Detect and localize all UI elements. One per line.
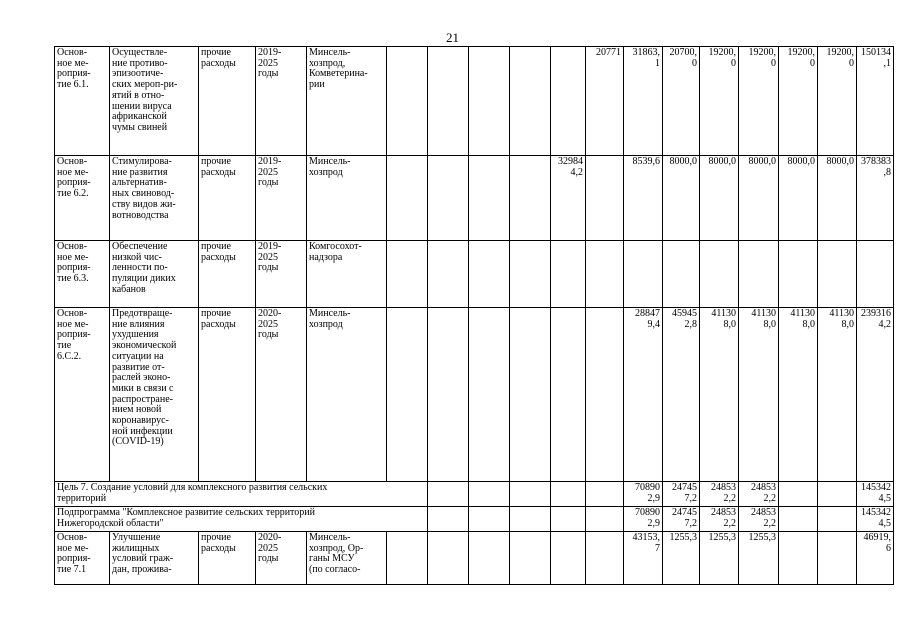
value-cell-text: 20771 bbox=[596, 47, 621, 58]
value-cell bbox=[551, 482, 586, 507]
value-cell bbox=[387, 241, 428, 308]
value-cell-text: 19200, 0 bbox=[826, 47, 854, 69]
value-cell bbox=[779, 241, 818, 308]
value-cell bbox=[586, 241, 624, 308]
value-cell bbox=[818, 482, 857, 507]
executor-cell-text: Комгосохот- надзора bbox=[309, 241, 362, 263]
value-cell-text: 1255,3 bbox=[669, 532, 697, 543]
value-cell bbox=[818, 507, 857, 532]
value-cell bbox=[510, 241, 551, 308]
page-number: 21 bbox=[446, 30, 459, 45]
value-cell bbox=[551, 241, 586, 308]
value-cell-text: 43153, 7 bbox=[632, 532, 660, 554]
value-cell bbox=[624, 241, 663, 308]
value-cell-text: 19200, 0 bbox=[748, 47, 776, 69]
value-cell bbox=[857, 532, 894, 585]
value-cell bbox=[779, 156, 818, 241]
value-cell bbox=[387, 308, 428, 482]
executor-cell bbox=[307, 532, 387, 585]
value-cell-text: 41130 8,0 bbox=[751, 308, 776, 330]
value-cell bbox=[551, 532, 586, 585]
value-cell bbox=[779, 507, 818, 532]
years-cell-text: 2020- 2025 годы bbox=[258, 532, 282, 565]
value-cell bbox=[469, 156, 510, 241]
value-cell bbox=[818, 308, 857, 482]
value-cell-text: 378383 ,8 bbox=[861, 156, 891, 178]
value-cell bbox=[551, 156, 586, 241]
event-code-cell bbox=[55, 308, 110, 482]
expense-type-cell bbox=[199, 156, 256, 241]
event-description-cell bbox=[110, 47, 199, 156]
value-cell bbox=[551, 47, 586, 156]
executor-cell-text: Минсель- хозпрод bbox=[309, 156, 351, 178]
executor-cell bbox=[307, 156, 387, 241]
expense-type-cell-text: прочие расходы bbox=[201, 532, 236, 554]
event-description-cell bbox=[110, 308, 199, 482]
value-cell bbox=[857, 308, 894, 482]
expense-type-cell bbox=[199, 532, 256, 585]
value-cell-text: 24745 7,2 bbox=[672, 482, 697, 504]
value-cell bbox=[857, 507, 894, 532]
event-description-cell-text: Осуществле- ние противо- эпизоотиче- ских мероп-ри- ятий в отно- шении вируса африканской чумы свиней bbox=[112, 47, 178, 133]
value-cell bbox=[857, 47, 894, 156]
value-cell bbox=[857, 156, 894, 241]
years-cell-text: 2020- 2025 годы bbox=[258, 308, 282, 341]
event-code-cell bbox=[55, 532, 110, 585]
value-cell-text: 1255,3 bbox=[748, 532, 776, 543]
expense-type-cell-text: прочие расходы bbox=[201, 47, 236, 69]
value-cell-text: 70890 2,9 bbox=[635, 482, 660, 504]
expense-type-cell-text: прочие расходы bbox=[201, 156, 236, 178]
value-cell bbox=[739, 507, 779, 532]
event-description-cell-text: Стимулирова- ние развития альтернатив- ных свиновод- ству видов жи- вотноводства bbox=[112, 156, 176, 221]
event-row bbox=[55, 156, 894, 241]
value-cell bbox=[469, 308, 510, 482]
executor-cell-text: Минсель- хозпрод, Ор- ганы МСУ (по согласо- bbox=[309, 532, 364, 576]
value-cell bbox=[700, 241, 739, 308]
years-cell bbox=[256, 532, 307, 585]
value-cell bbox=[551, 308, 586, 482]
event-row bbox=[55, 308, 894, 482]
value-cell bbox=[818, 156, 857, 241]
value-cell bbox=[586, 47, 624, 156]
value-cell bbox=[739, 532, 779, 585]
value-cell bbox=[624, 507, 663, 532]
value-cell-text: 1255,3 bbox=[708, 532, 736, 543]
value-cell bbox=[428, 532, 469, 585]
goal-label-cell bbox=[55, 507, 428, 532]
event-description-cell bbox=[110, 241, 199, 308]
value-cell-text: 41130 8,0 bbox=[711, 308, 736, 330]
value-cell bbox=[779, 47, 818, 156]
value-cell-text: 8000,0 bbox=[787, 156, 815, 167]
value-cell bbox=[469, 241, 510, 308]
value-cell-text: 31863, 1 bbox=[632, 47, 660, 69]
event-row bbox=[55, 532, 894, 585]
value-cell bbox=[510, 532, 551, 585]
value-cell bbox=[779, 532, 818, 585]
value-cell-text: 145342 4,5 bbox=[861, 482, 891, 504]
value-cell-text: 8000,0 bbox=[669, 156, 697, 167]
value-cell bbox=[700, 308, 739, 482]
value-cell bbox=[739, 156, 779, 241]
value-cell bbox=[739, 482, 779, 507]
event-description-cell bbox=[110, 532, 199, 585]
value-cell bbox=[387, 156, 428, 241]
value-cell bbox=[387, 47, 428, 156]
value-cell bbox=[818, 532, 857, 585]
years-cell bbox=[256, 47, 307, 156]
value-cell bbox=[469, 532, 510, 585]
years-cell-text: 2019- 2025 годы bbox=[258, 47, 282, 80]
value-cell-text: 24853 2,2 bbox=[711, 482, 736, 504]
value-cell bbox=[663, 47, 700, 156]
value-cell bbox=[818, 47, 857, 156]
value-cell bbox=[857, 482, 894, 507]
event-row bbox=[55, 241, 894, 308]
value-cell-text: 8539,6 bbox=[632, 156, 660, 167]
value-cell-text: 24853 2,2 bbox=[751, 482, 776, 504]
value-cell-text: 46919, 6 bbox=[863, 532, 891, 554]
value-cell bbox=[663, 241, 700, 308]
value-cell bbox=[857, 241, 894, 308]
executor-cell-text: Минсель- хозпрод bbox=[309, 308, 351, 330]
value-cell bbox=[586, 156, 624, 241]
expense-type-cell-text: прочие расходы bbox=[201, 241, 236, 263]
goal-row bbox=[55, 507, 894, 532]
value-cell-text: 20700, 0 bbox=[669, 47, 697, 69]
executor-cell bbox=[307, 47, 387, 156]
value-cell-text: 41130 8,0 bbox=[829, 308, 854, 330]
value-cell-text: 45945 2,8 bbox=[672, 308, 697, 330]
value-cell bbox=[510, 482, 551, 507]
value-cell bbox=[469, 507, 510, 532]
value-cell bbox=[818, 241, 857, 308]
value-cell bbox=[510, 507, 551, 532]
value-cell bbox=[700, 532, 739, 585]
value-cell bbox=[779, 308, 818, 482]
value-cell bbox=[624, 47, 663, 156]
value-cell bbox=[428, 156, 469, 241]
value-cell-text: 32984 4,2 bbox=[558, 156, 583, 178]
value-cell bbox=[428, 241, 469, 308]
event-description-cell-text: Улучшение жилищных условий граж- дан, прожива- bbox=[112, 532, 174, 576]
value-cell-text: 28847 9,4 bbox=[635, 308, 660, 330]
event-code-cell bbox=[55, 47, 110, 156]
event-code-cell-text: Основ- ное ме- роприя- тие 6.2. bbox=[57, 156, 91, 200]
goal-label-cell-text: Цель 7. Создание условий для комплексного развития сельских территорий bbox=[57, 482, 328, 504]
executor-cell bbox=[307, 308, 387, 482]
goal-label-cell-text: Подпрограмма "Комплексное развитие сельских территорий Нижегородской области" bbox=[57, 507, 315, 529]
value-cell bbox=[739, 47, 779, 156]
value-cell bbox=[428, 308, 469, 482]
value-cell bbox=[700, 482, 739, 507]
value-cell bbox=[469, 47, 510, 156]
value-cell bbox=[700, 507, 739, 532]
event-code-cell bbox=[55, 156, 110, 241]
value-cell bbox=[663, 532, 700, 585]
value-cell bbox=[551, 507, 586, 532]
event-description-cell bbox=[110, 156, 199, 241]
value-cell bbox=[663, 507, 700, 532]
value-cell-text: 24745 7,2 bbox=[672, 507, 697, 529]
years-cell bbox=[256, 308, 307, 482]
event-code-cell-text: Основ- ное ме- роприя- тие 6.3. bbox=[57, 241, 91, 285]
table-body bbox=[55, 47, 894, 585]
goal-row bbox=[55, 482, 894, 507]
value-cell bbox=[624, 482, 663, 507]
executor-cell-text: Минсель- хозпрод, Комветерина- рии bbox=[309, 47, 368, 91]
value-cell bbox=[586, 308, 624, 482]
value-cell bbox=[624, 156, 663, 241]
expense-type-cell bbox=[199, 241, 256, 308]
value-cell bbox=[700, 47, 739, 156]
value-cell-text: 8000,0 bbox=[708, 156, 736, 167]
expense-type-cell-text: прочие расходы bbox=[201, 308, 236, 330]
value-cell-text: 41130 8,0 bbox=[790, 308, 815, 330]
executor-cell bbox=[307, 241, 387, 308]
years-cell-text: 2019- 2025 годы bbox=[258, 241, 282, 274]
value-cell-text: 8000,0 bbox=[826, 156, 854, 167]
value-cell-text: 8000,0 bbox=[748, 156, 776, 167]
value-cell bbox=[510, 156, 551, 241]
value-cell bbox=[586, 507, 624, 532]
value-cell bbox=[428, 507, 469, 532]
years-cell bbox=[256, 241, 307, 308]
value-cell bbox=[428, 47, 469, 156]
value-cell bbox=[739, 308, 779, 482]
value-cell bbox=[510, 47, 551, 156]
event-code-cell-text: Основ- ное ме- роприя- тие 6.С.2. bbox=[57, 308, 91, 362]
budget-table bbox=[54, 46, 894, 585]
expense-type-cell bbox=[199, 47, 256, 156]
event-row bbox=[55, 47, 894, 156]
value-cell bbox=[663, 308, 700, 482]
value-cell bbox=[663, 156, 700, 241]
value-cell-text: 145342 4,5 bbox=[861, 507, 891, 529]
value-cell bbox=[428, 482, 469, 507]
value-cell-text: 70890 2,9 bbox=[635, 507, 660, 529]
value-cell-text: 24853 2,2 bbox=[751, 507, 776, 529]
event-description-cell-text: Обеспечение низкой чис- ленности по- пуляции диких кабанов bbox=[112, 241, 176, 295]
value-cell-text: 239316 4,2 bbox=[861, 308, 891, 330]
value-cell bbox=[510, 308, 551, 482]
event-code-cell-text: Основ- ное ме- роприя- тие 7.1 bbox=[57, 532, 91, 576]
event-description-cell-text: Предотвраще- ние влияния ухудшения экономической ситуации на развитие от- раслей эконо- мики в связи с распростране- нием новой коронавирус- ной инфекции (COVID-19) bbox=[112, 308, 177, 448]
value-cell bbox=[624, 308, 663, 482]
event-code-cell bbox=[55, 241, 110, 308]
value-cell bbox=[700, 156, 739, 241]
value-cell bbox=[624, 532, 663, 585]
expense-type-cell bbox=[199, 308, 256, 482]
value-cell-text: 24853 2,2 bbox=[711, 507, 736, 529]
goal-label-cell bbox=[55, 482, 428, 507]
value-cell-text: 19200, 0 bbox=[787, 47, 815, 69]
value-cell bbox=[586, 482, 624, 507]
value-cell bbox=[779, 482, 818, 507]
value-cell bbox=[586, 532, 624, 585]
value-cell bbox=[663, 482, 700, 507]
value-cell bbox=[387, 532, 428, 585]
value-cell bbox=[739, 241, 779, 308]
years-cell-text: 2019- 2025 годы bbox=[258, 156, 282, 189]
event-code-cell-text: Основ- ное ме- роприя- тие 6.1. bbox=[57, 47, 91, 91]
value-cell-text: 150134 ,1 bbox=[861, 47, 891, 69]
value-cell bbox=[469, 482, 510, 507]
value-cell-text: 19200, 0 bbox=[708, 47, 736, 69]
years-cell bbox=[256, 156, 307, 241]
